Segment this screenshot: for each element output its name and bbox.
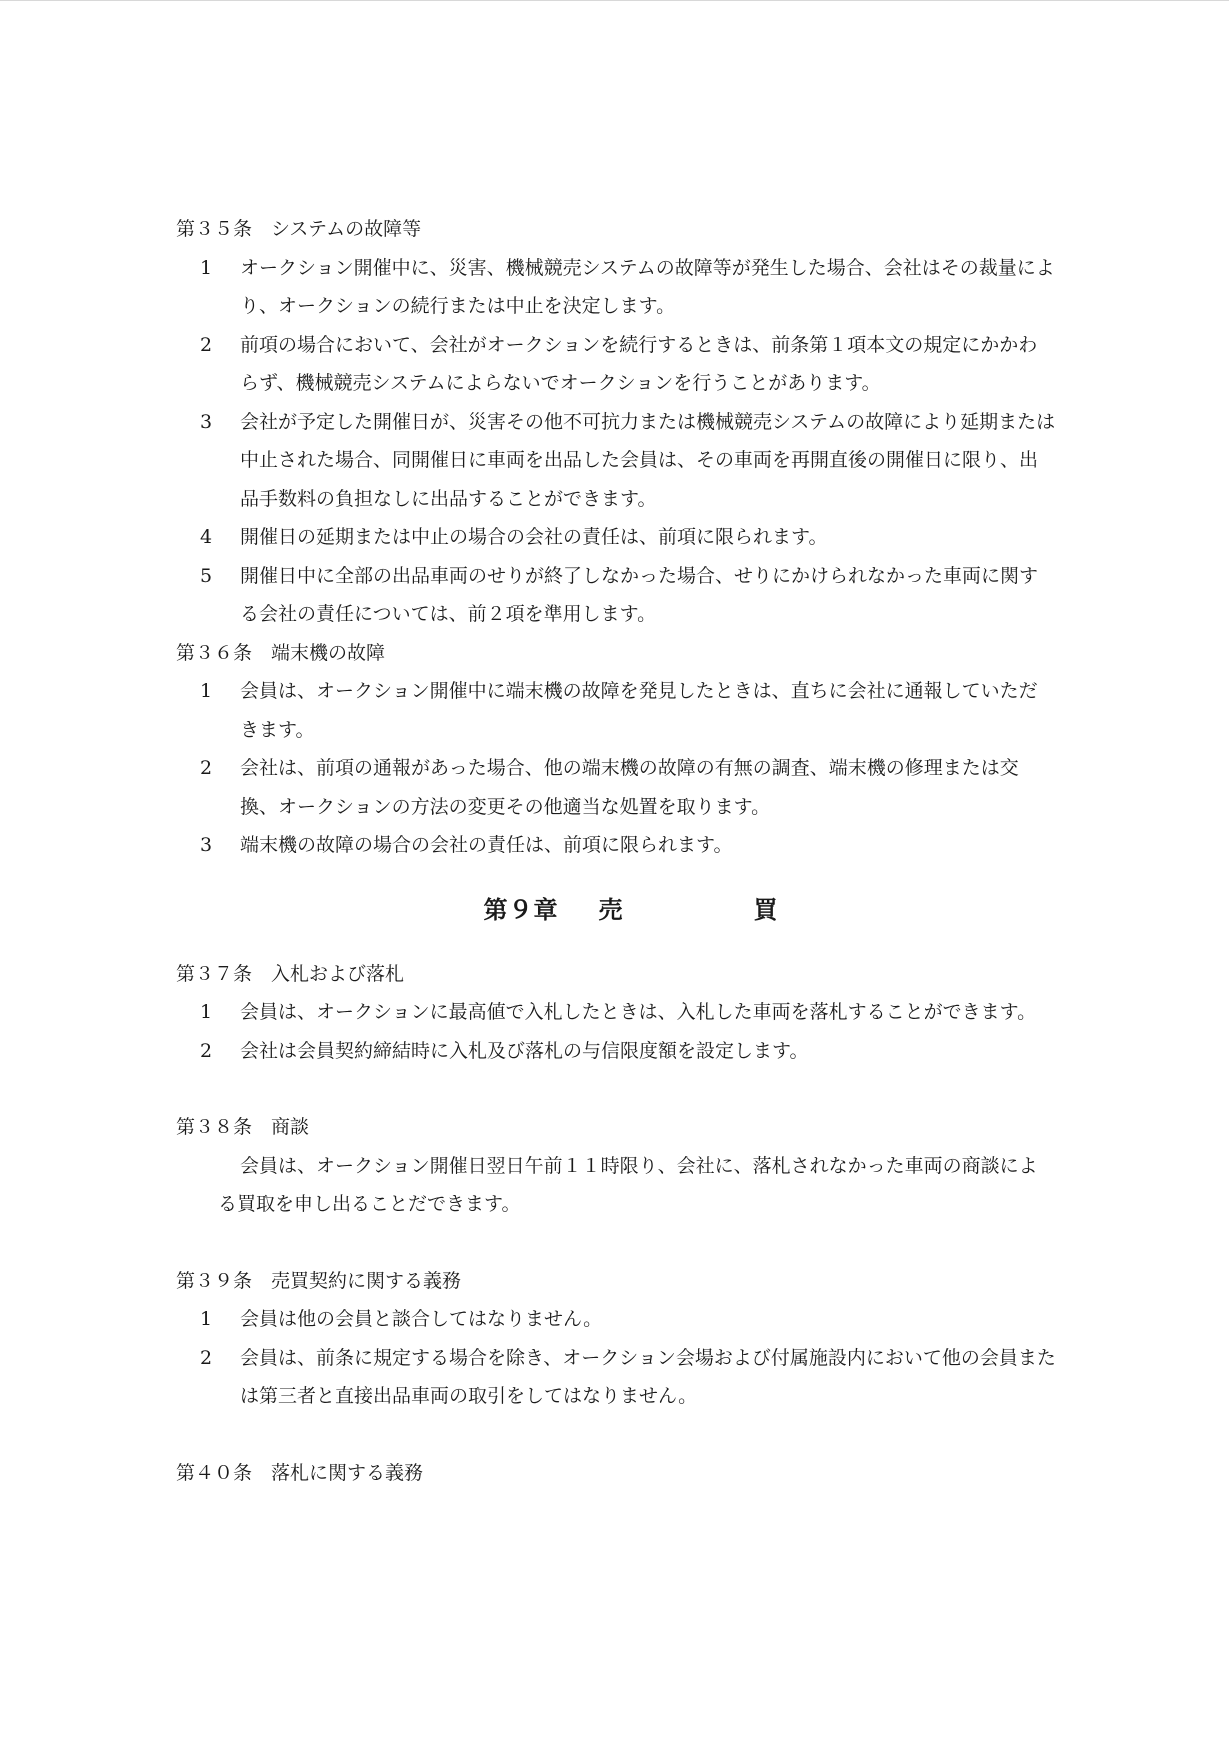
chapter-9-heading: [176, 865, 1056, 955]
item-number: 2: [200, 1039, 213, 1062]
item-number: 3: [200, 410, 213, 433]
article-37-item-1: [176, 993, 1056, 1032]
page-top-rule: [0, 0, 1229, 1]
chapter-title-char-2: 買: [753, 894, 779, 924]
item-text: 会員は、オークション開催中に端末機の故障を発見したときは、直ちに会社に通報していただきます。: [240, 680, 1038, 741]
item-number: 1: [200, 256, 213, 279]
item-text: 会社は、前項の通報があった場合、他の端末機の故障の有無の調査、端末機の修理または交換、オークションの方法の変更その他適当な処置を取ります。: [240, 757, 1019, 818]
chapter-number: 第９章: [483, 894, 559, 924]
article-38-title: 第３８条 商談: [176, 1116, 310, 1138]
article-36-item-3: [176, 826, 1056, 865]
item-text: 開催日中に全部の出品車両のせりが終了しなかった場合、せりにかけられなかった車両に関する会社の責任については、前２項を準用します。: [240, 564, 1039, 625]
article-35-item-5: [176, 557, 1056, 634]
item-text: 会員は他の会員と談合してはなりません。: [240, 1308, 603, 1330]
item-number: 5: [200, 564, 213, 587]
item-number: 3: [200, 834, 213, 856]
article-35-item-1: [176, 249, 1056, 326]
article-40-title: 第４０条 落札に関する義務: [176, 1461, 424, 1484]
item-number: 2: [200, 757, 213, 779]
chapter-title-char-1: 売: [598, 894, 624, 924]
item-text: 前項の場合において、会社がオークションを続行するときは、前条第１項本文の規定にかかわらず、機械競売システムによらないでオークションを行うことがあります。: [240, 333, 1038, 394]
item-number: 2: [200, 1346, 213, 1369]
article-39-title: 第３９条 売買契約に関する義務: [176, 1269, 462, 1292]
article-36-title: 第３６条 端末機の故障: [176, 641, 386, 664]
article-35-item-4: [176, 518, 1056, 557]
item-number: 1: [200, 1001, 213, 1023]
spacer: [176, 1224, 1056, 1262]
item-number: 4: [200, 526, 213, 548]
spacer: [176, 1416, 1056, 1454]
item-text: 端末機の故障の場合の会社の責任は、前項に限られます。: [240, 834, 733, 856]
article-36-item-1: [176, 672, 1056, 749]
article-38-text: 会員は、オークション開催日翌日午前１１時限り、会社に、落札されなかった車両の商談による買取を申し出ることだできます。: [218, 1154, 1038, 1215]
article-39-item-1: [176, 1300, 1056, 1339]
item-number: 1: [200, 680, 213, 702]
item-text: 開催日の延期または中止の場合の会社の責任は、前項に限られます。: [240, 526, 828, 548]
article-39-item-2: [176, 1339, 1056, 1416]
item-text: 会社は会員契約締結時に入札及び落札の与信限度額を設定します。: [240, 1039, 809, 1062]
article-35-title: 第３５条 システムの故障等: [176, 218, 422, 240]
article-36: [176, 634, 1056, 865]
article-35: [176, 210, 1056, 634]
document-body: [176, 210, 1056, 1492]
spacer: [176, 1070, 1056, 1108]
article-37-item-2: [176, 1032, 1056, 1071]
article-35-item-3: [176, 403, 1056, 519]
item-number: 1: [200, 1308, 213, 1330]
article-39: [176, 1262, 1056, 1416]
article-40: [176, 1454, 1056, 1493]
item-text: オークション開催中に、災害、機械競売システムの故障等が発生した場合、会社はその裁量により、オークションの続行または中止を決定します。: [240, 256, 1055, 317]
article-38: [176, 1108, 1056, 1224]
item-number: 2: [200, 333, 213, 356]
article-35-item-2: [176, 326, 1056, 403]
item-text: 会員は、前条に規定する場合を除き、オークション会場および付属施設内において他の会員または第三者と直接出品車両の取引をしてはなりません。: [240, 1346, 1056, 1407]
article-37: [176, 955, 1056, 1071]
article-36-item-2: [176, 749, 1056, 826]
item-text: 会社が予定した開催日が、災害その他不可抗力または機械競売システムの故障により延期または中止された場合、同開催日に車両を出品した会員は、その車両を再開直後の開催日に限り、出品手数料の負担なしに出品することができます。: [240, 410, 1056, 510]
article-37-title: 第３７条 入札および落札: [176, 962, 405, 985]
item-text: 会員は、オークションに最高値で入札したときは、入札した車両を落札することができます。: [240, 1001, 1037, 1023]
